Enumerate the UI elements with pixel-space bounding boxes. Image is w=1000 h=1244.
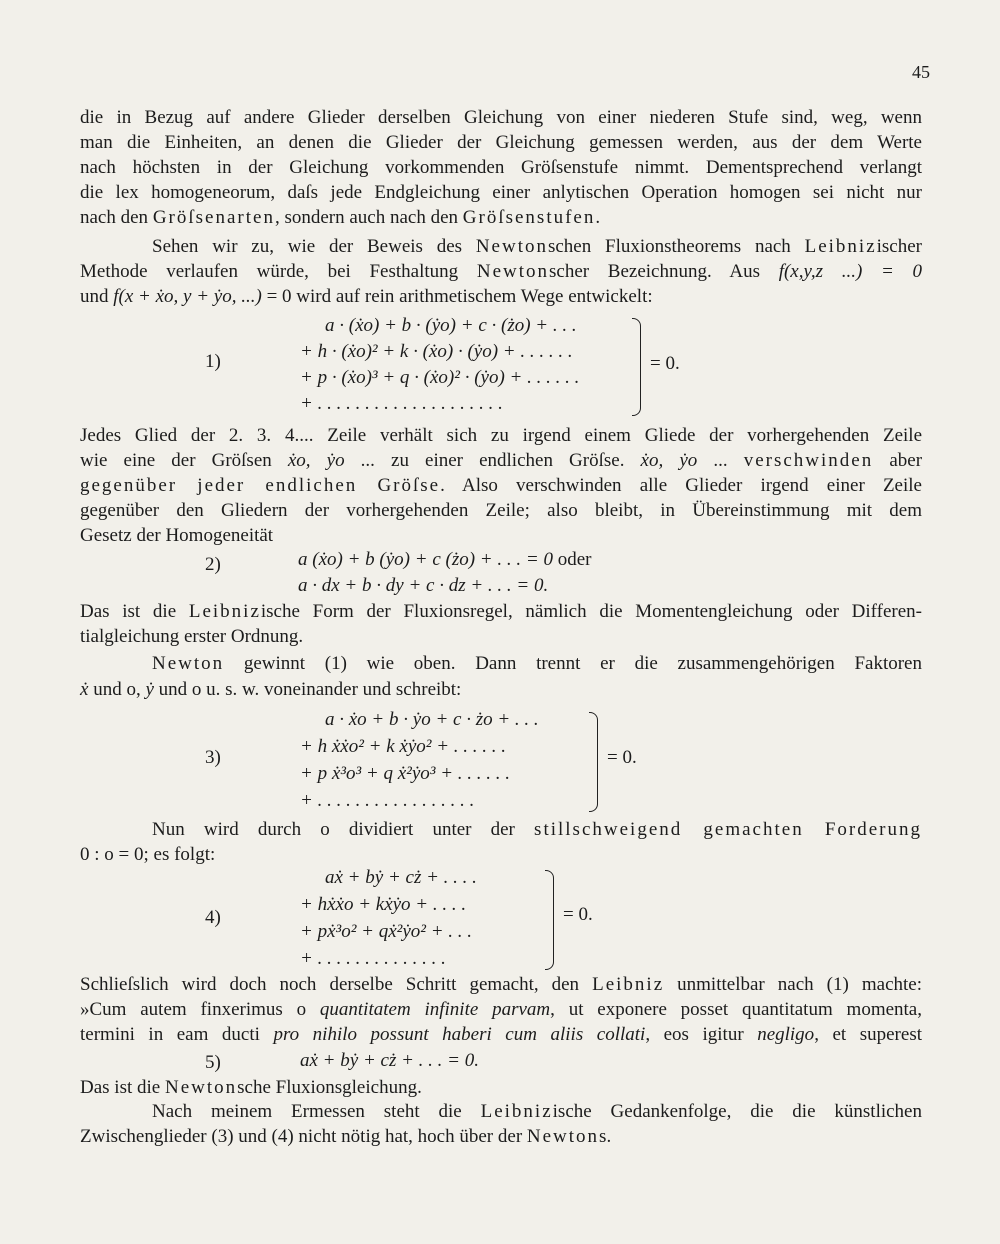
brace bbox=[589, 712, 598, 812]
equation-row: a · dx + b · dy + c · dz + . . . = 0. bbox=[298, 575, 549, 596]
equation-row: + p · (ẋo)³ + q · (ẋo)² · (ẏo) + . . . . . . bbox=[300, 367, 580, 388]
text-line: Das ist die Leibnizische Form der Fluxionsregel, nämlich die Momentengleichung oder Differen- bbox=[80, 601, 922, 622]
text-line: tialgleichung erster Ordnung. bbox=[80, 626, 304, 647]
equation-label: 4) bbox=[205, 907, 221, 928]
text-line: Jedes Glied der 2. 3. 4.... Zeile verhält sich zu irgend einem Gliede der vorhergehenden Zeile bbox=[80, 425, 922, 446]
equation-label: 1) bbox=[205, 351, 221, 372]
text-line: ẋ und o, ẏ und o u. s. w. voneinander und schreibt: bbox=[80, 679, 462, 700]
equation-row: + p ẋ³o³ + q ẋ²ẏo³ + . . . . . . bbox=[300, 763, 511, 784]
equation-row: + h ẋẋo² + k ẋẏo² + . . . . . . bbox=[300, 736, 507, 757]
equation-row: a · (ẋo) + b · (ẏo) + c · (żo) + . . . bbox=[325, 315, 577, 336]
equation-label: 2) bbox=[205, 554, 221, 575]
text-line: Gesetz der Homogeneität bbox=[80, 525, 274, 546]
equation-row: a (ẋo) + b (ẏo) + c (żo) + . . . = 0 oder bbox=[298, 549, 592, 570]
text-line: Das ist die Newtonsche Fluxionsgleichung. bbox=[80, 1077, 422, 1098]
text-line: die lex homogeneorum, daſs jede Endgleichung einer anlytischen Operation homogen sei nicht nur bbox=[80, 182, 922, 203]
equation-row: aẋ + bẏ + cż + . . . = 0. bbox=[300, 1050, 479, 1071]
text-line: gegenüber den Gliedern der vorhergehenden Zeile; also bleibt, in Übereinstimmung mit dem bbox=[80, 500, 922, 521]
text-line: nach höchsten in der Gleichung vorkommenden Gröſsenstufe nimmt. Dementsprechend verlangt bbox=[80, 157, 922, 178]
equation-row: + . . . . . . . . . . . . . . bbox=[300, 948, 446, 969]
text-line: nach den Gröſsenarten, sondern auch nach den Gröſsenstufen. bbox=[80, 207, 601, 228]
text-line: Methode verlaufen würde, bei Festhaltung Newtonscher Bezeichnung. Aus f(x,y,z ...) = 0 bbox=[80, 261, 923, 282]
text-line: Sehen wir zu, wie der Beweis des Newtonschen Fluxionstheorems nach Leibnizischer bbox=[152, 236, 922, 257]
equation-rhs: = 0. bbox=[650, 353, 680, 374]
equation-row: + . . . . . . . . . . . . . . . . . . . . bbox=[300, 393, 503, 414]
text-line: die in Bezug auf andere Glieder derselben Gleichung von einer niederen Stufe sind, weg, wenn bbox=[80, 107, 922, 128]
text-line: und f(x + ẋo, y + ẏo, ...) = 0 wird auf rein arithmetischem Wege entwickelt: bbox=[80, 286, 653, 307]
brace bbox=[545, 870, 554, 970]
equation-row: + h · (ẋo)² + k · (ẋo) · (ẏo) + . . . . . . bbox=[300, 341, 573, 362]
text-line: man die Einheiten, an denen die Glieder der Gleichung gemessen werden, aus der dem Werte bbox=[80, 132, 922, 153]
equation-rhs: = 0. bbox=[563, 904, 593, 925]
text-line: Schlieſslich wird doch noch derselbe Schritt gemacht, den Leibniz unmittelbar nach (1) machte: bbox=[80, 974, 922, 995]
text-line: 0 : o = 0; es folgt: bbox=[80, 844, 216, 865]
text-line: termini in eam ducti pro nihilo possunt haberi cum aliis collati, eos igitur negligo, et superest bbox=[80, 1024, 922, 1045]
equation-row: + . . . . . . . . . . . . . . . . . bbox=[300, 790, 475, 811]
text-line: Nun wird durch o dividiert unter der stillschweigend gemachten Forderung bbox=[152, 819, 922, 840]
equation-row: a · ẋo + b · ẏo + c · żo + . . . bbox=[325, 709, 539, 730]
page-number: 45 bbox=[912, 62, 930, 82]
equation-row: aẋ + bẏ + cż + . . . . bbox=[325, 867, 477, 888]
text-line: Zwischenglieder (3) und (4) nicht nötig hat, hoch über der Newtons. bbox=[80, 1126, 612, 1147]
text-line: »Cum autem finxerimus o quantitatem infinite parvam, ut exponere posset quantitatum momenta, bbox=[80, 999, 922, 1020]
brace bbox=[632, 318, 641, 416]
text-line: gegenüber jeder endlichen Gröſse. Also verschwinden alle Glieder irgend einer Zeile bbox=[80, 475, 922, 496]
equation-label: 5) bbox=[205, 1052, 221, 1073]
equation-rhs: = 0. bbox=[607, 747, 637, 768]
text-line: Newton gewinnt (1) wie oben. Dann trennt er die zusammengehörigen Faktoren bbox=[152, 653, 922, 674]
text-line: wie eine der Gröſsen ẋo, ẏo ... zu einer endlichen Gröſse. ẋo, ẏo ... verschwinden aber bbox=[80, 450, 923, 471]
equation-row: + pẋ³o² + qẋ²ẏo² + . . . bbox=[300, 921, 473, 942]
text-line: Nach meinem Ermessen steht die Leibnizische Gedankenfolge, die die künstlichen bbox=[152, 1101, 922, 1122]
equation-row: + hẋẋo + kẋẏo + . . . . bbox=[300, 894, 467, 915]
equation-label: 3) bbox=[205, 747, 221, 768]
